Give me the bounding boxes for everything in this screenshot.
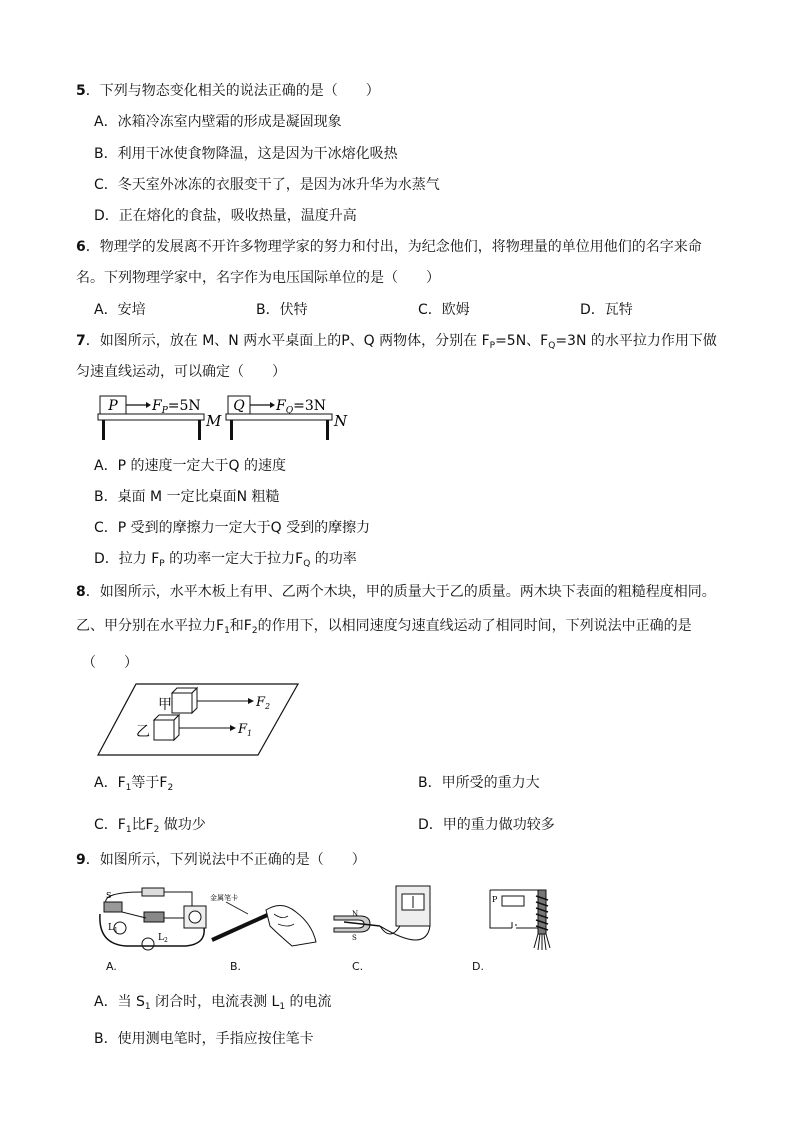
iron-filings <box>534 934 550 950</box>
q7-sub-q: Q <box>548 341 556 351</box>
q6-stem-line1 <box>76 238 702 256</box>
q9-figure-c <box>330 882 440 954</box>
jia-label: 甲 <box>158 697 172 713</box>
q5-option-d: D．正在熔化的食盐，吸收热量，温度升高 <box>94 208 357 224</box>
lamp-l2-label: $L_2$ <box>158 933 168 944</box>
q8-opt-c-mid: 比F <box>131 817 154 833</box>
lamp-l1-label: $L_1$ <box>108 923 118 934</box>
force-q-arrowhead <box>270 402 275 408</box>
q9-number: 9 <box>76 852 86 868</box>
wire-mid <box>122 912 146 918</box>
q9-fig-label-c: C. <box>352 960 364 973</box>
q8-stem-line1 <box>76 583 716 601</box>
table-m-leg-right <box>198 420 201 440</box>
q8-stem-line3: （ ） <box>82 655 138 671</box>
force-p-arrowhead <box>146 402 151 408</box>
q5-option-b: B．利用干冰使食物降温，这是因为干冰熔化吸热 <box>94 146 398 162</box>
q8-stem2-c: 的作用下，以相同速度匀速直线运动了相同时间，下列说法中正确的是 <box>257 618 692 634</box>
q8-sub1: 1 <box>224 626 230 636</box>
q9-fig-label-b: B. <box>230 960 242 973</box>
q5-stem-text: ．下列与物态变化相关的说法正确的是（ ） <box>85 83 380 99</box>
pen-clip-pointer <box>226 902 248 914</box>
block-q-label: Q <box>233 398 245 414</box>
q6-stem-text: ．物理学的发展离不开许多物理学家的努力和付出，为纪念他们，将物理量的单位用他们的名字来命 <box>85 239 702 255</box>
block-p-label: P <box>108 398 118 414</box>
q7-option-c: C．P 受到的摩擦力一定大于Q 受到的摩擦力 <box>94 520 371 536</box>
q8-sub2: 2 <box>251 626 258 636</box>
q7-opt-d-sub1: P <box>159 559 165 569</box>
table-n-top <box>226 414 332 420</box>
q7-option-d <box>94 550 357 573</box>
block-jia-front <box>172 693 192 713</box>
board <box>98 684 298 755</box>
test-pen <box>212 912 274 940</box>
q8-option-a <box>94 774 173 797</box>
q5-number: 5 <box>76 83 86 99</box>
q8-option-b: B．甲所受的重力大 <box>418 775 540 791</box>
table-n-leg-left <box>230 420 233 440</box>
q7-opt-d-mid: 的功率一定大于拉力F <box>164 551 304 567</box>
q8-opt-a-sub2: 2 <box>167 783 174 793</box>
table-m-label: M <box>206 412 222 430</box>
force-f2-label: $F_2$ <box>256 695 271 711</box>
q7-opt-d-post: 的功率 <box>310 551 357 567</box>
q8-opt-c-pre: C．F <box>94 817 126 833</box>
q9-figure-d <box>476 884 560 956</box>
q5-stem <box>76 82 380 100</box>
q7-stem-line1 <box>76 332 717 355</box>
magnet-n-label: N <box>352 910 359 918</box>
rheostat <box>502 896 524 906</box>
q7-stem-b: =5N、F <box>495 333 549 349</box>
q9-opt-a-post: 的电流 <box>285 994 332 1010</box>
table-n-label: N <box>334 412 348 430</box>
q6-number: 6 <box>76 239 86 255</box>
q9-opt-a-pre: A．当 S <box>94 994 145 1010</box>
q8-stem-text: ．如图所示，水平木板上有甲、乙两个木块，甲的质量大于乙的质量。两木块下表面的粗糙程度相同。 <box>85 584 716 600</box>
wire-d-top <box>490 890 542 896</box>
block-yi-front <box>154 720 174 740</box>
q9-stem-text: ．如图所示，下列说法中不正确的是（ ） <box>85 852 366 868</box>
pen-clip-label: 金属笔卡 <box>210 894 238 902</box>
block-yi-side <box>174 715 179 740</box>
q7-option-a: A．P 的速度一定大于Q 的速度 <box>94 458 286 474</box>
force-p-label: $F_P=5N$ <box>152 398 201 416</box>
lamp-l2 <box>142 938 154 950</box>
battery <box>142 888 164 896</box>
q8-opt-c-sub2: 2 <box>153 825 160 835</box>
table-m-top <box>98 414 204 420</box>
q6-stem-line2: 名。下列物理学家中，名字作为电压国际单位的是（ ） <box>76 270 440 286</box>
q7-opt-d-pre: D．拉力 F <box>94 551 160 567</box>
q6-option-b: B．伏特 <box>256 302 308 318</box>
magnet-s-label: S <box>352 934 357 942</box>
table-n-leg-right <box>326 420 329 440</box>
q8-number: 8 <box>76 584 86 600</box>
q8-stem-line2 <box>76 617 692 640</box>
q9-figure-a <box>96 884 212 956</box>
q6-option-d: D．瓦特 <box>580 302 633 318</box>
q8-opt-a-mid: 等于F <box>131 775 168 791</box>
q8-stem2-a: 乙、甲分别在水平拉力F <box>76 618 225 634</box>
wires-c <box>380 926 430 940</box>
q9-option-a <box>94 993 332 1016</box>
q6-option-c: C．欧姆 <box>418 302 470 318</box>
q7-stem-a: ．如图所示，放在 M、N 两水平桌面上的P、Q 两物体，分别在 F <box>85 333 490 349</box>
force-q-label: $F_Q=3N$ <box>276 398 326 416</box>
q8-option-c <box>94 816 206 839</box>
q8-stem2-b: 和F <box>229 618 252 634</box>
q5-option-c: C．冬天室外冰冻的衣服变干了，是因为冰升华为水蒸气 <box>94 177 440 193</box>
q9-fig-label-d: D. <box>472 960 484 973</box>
switch-s2 <box>144 912 164 922</box>
ammeter-dial <box>189 911 201 923</box>
q9-opt-a-sub2: 1 <box>279 1002 286 1012</box>
q8-opt-a-sub1: 1 <box>125 783 132 793</box>
q9-opt-a-mid: 闭合时，电流表测 L <box>150 994 280 1010</box>
q8-option-d: D．甲的重力做功较多 <box>418 817 555 833</box>
q7-number: 7 <box>76 333 86 349</box>
switch-s <box>104 902 122 912</box>
q7-figure <box>96 394 356 444</box>
force-f1-label: $F_1$ <box>238 722 253 738</box>
q8-opt-c-sub1: 1 <box>125 825 132 835</box>
q7-stem-c: =3N 的水平拉力作用下做 <box>555 333 717 349</box>
q9-option-b: B．使用测电笔时，手指应按住笔卡 <box>94 1031 314 1047</box>
q7-opt-d-sub2: Q <box>303 559 311 569</box>
q9-figure-b <box>208 890 320 952</box>
table-m-leg-left <box>102 420 105 440</box>
q9-stem <box>76 851 366 869</box>
slider-p-label: P <box>492 895 498 904</box>
q6-option-a: A．安培 <box>94 302 146 318</box>
yi-label: 乙 <box>136 724 150 740</box>
block-jia-side <box>192 688 197 713</box>
q7-sub-p: P <box>489 341 496 351</box>
conductor-rod <box>344 922 380 926</box>
q9-opt-a-sub1: 1 <box>144 1002 151 1012</box>
q8-opt-c-post: 做功少 <box>159 817 206 833</box>
switch-s-label: S <box>106 891 112 900</box>
q8-figure <box>96 682 300 758</box>
q8-opt-a-pre: A．F <box>94 775 126 791</box>
q7-stem-line2: 匀速直线运动，可以确定（ ） <box>76 364 286 380</box>
q7-option-b: B．桌面 M 一定比桌面N 粗糙 <box>94 489 280 505</box>
q9-fig-label-a: A. <box>106 960 117 973</box>
q5-option-a: A．冰箱冷冻室内壁霜的形成是凝固现象 <box>94 114 342 130</box>
